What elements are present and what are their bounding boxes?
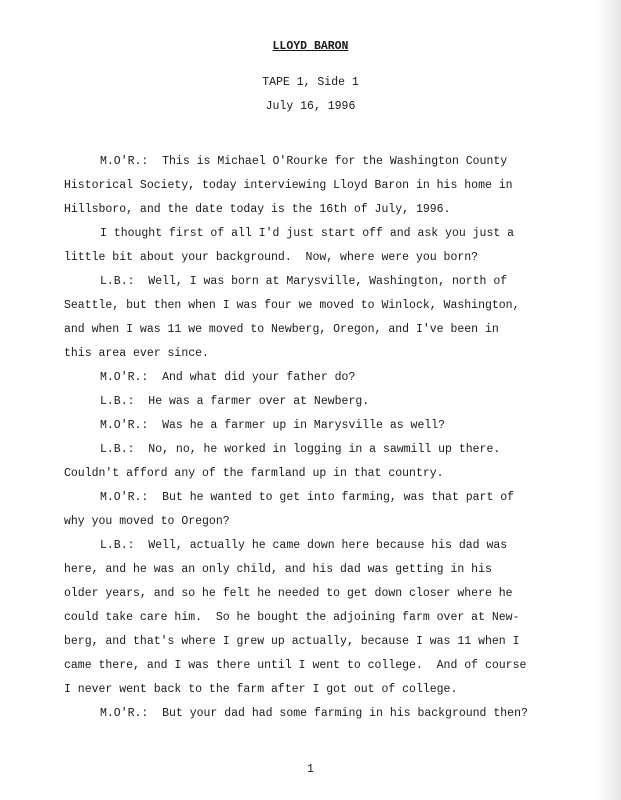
transcript-line: M.O'R.: And what did your father do?: [100, 371, 356, 384]
transcript-paragraph: [64, 390, 534, 414]
page-number: 1: [307, 763, 314, 776]
transcript-line: I thought first of all I'd just start off and ask you just a: [100, 227, 515, 240]
transcript-line: L.B.: He was a farmer over at Newberg.: [100, 395, 370, 408]
transcript-paragraph: [64, 534, 534, 702]
transcript-line: L.B.: Well, I was born at Marysville, Washington, north of: [100, 275, 508, 288]
transcript-line: older years, and so he felt he needed to get down closer where he: [64, 587, 513, 600]
transcript-line: M.O'R.: But he wanted to get into farming, was that part of: [100, 491, 515, 504]
transcript-paragraph: [64, 270, 534, 366]
transcript-line: M.O'R.: This is Michael O'Rourke for the Washington County: [100, 155, 508, 168]
transcript-line: why you moved to Oregon?: [64, 515, 230, 528]
transcript-paragraph: [64, 438, 534, 486]
transcript-line: Couldn't afford any of the farmland up in that country.: [64, 467, 444, 480]
transcript-line: berg, and that's where I grew up actually, because I was 11 when I: [64, 635, 520, 648]
transcript-paragraph: [64, 366, 534, 390]
scan-edge-shadow: [595, 0, 621, 800]
transcript-line: this area ever since.: [64, 347, 209, 360]
transcript-line: L.B.: No, no, he worked in logging in a sawmill up there.: [100, 443, 501, 456]
transcript-line: L.B.: Well, actually he came down here because his dad was: [100, 539, 508, 552]
transcript-line: M.O'R.: Was he a farmer up in Marysville as well?: [100, 419, 446, 432]
transcript-paragraph: [64, 702, 534, 726]
tape-label: TAPE 1, Side 1: [262, 76, 359, 89]
transcript-paragraph: [64, 486, 534, 534]
transcript-paragraph: [64, 414, 534, 438]
transcript-line: came there, and I was there until I went to college. And of course: [64, 659, 527, 672]
document-title: LLOYD BARON: [272, 40, 349, 53]
transcript-line: Seattle, but then when I was four we moved to Winlock, Washington,: [64, 299, 520, 312]
transcript-paragraph: [64, 222, 534, 270]
transcript-line: could take care him. So he bought the adjoining farm over at New-: [64, 611, 520, 624]
transcript-line: Hillsboro, and the date today is the 16th of July, 1996.: [64, 203, 451, 216]
transcript-line: Historical Society, today interviewing Lloyd Baron in his home in: [64, 179, 513, 192]
transcript-line: I never went back to the farm after I got out of college.: [64, 683, 458, 696]
interview-date: July 16, 1996: [265, 100, 356, 113]
transcript-body: [64, 150, 534, 726]
transcript-line: and when I was 11 we moved to Newberg, Oregon, and I've been in: [64, 323, 499, 336]
transcript-paragraph: [64, 150, 534, 222]
transcript-line: little bit about your background. Now, where were you born?: [64, 251, 479, 264]
transcript-line: M.O'R.: But your dad had some farming in his background then?: [100, 707, 528, 720]
transcript-line: here, and he was an only child, and his dad was getting in his: [64, 563, 492, 576]
